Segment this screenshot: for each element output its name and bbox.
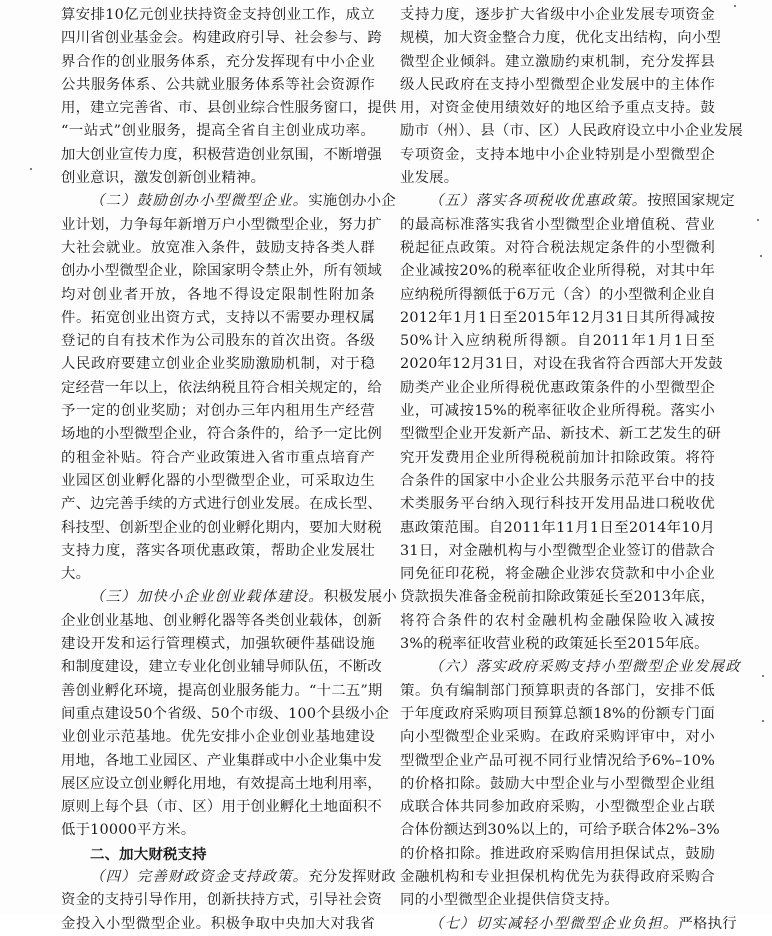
text-line: 合条件的国家中小企业公共服务示范平台中的技 [400,472,715,489]
subsection-title: （六）落实政府采购支持小型微型企业发展政 [429,659,741,676]
text-line: 件。拓宽创业出资方式，支持以不需要办理权属 [61,309,375,326]
text-line: 创业意识，激发创新创业精神。 [61,170,266,187]
left-text-column [61,4,397,936]
text-line: 间重点建设50个省级、50个市级、100个县级小企 [61,705,390,722]
subsection-line [61,866,396,889]
text-line: 原则上每个县（市、区）用于创业孵化土地面积不 [61,799,382,816]
text-line: 业，可减按15%的税率征收企业所得税。落实小 [400,403,715,420]
text-line: 向小型微型企业采购。在政府采购评审中，对小 [400,729,715,746]
text-line: 大。 [61,566,91,583]
subsection-line [61,586,397,609]
subsection-line [61,190,396,213]
subsection-title: （五）落实各项税收优惠政策。 [429,193,648,210]
scan-speck [757,219,759,221]
scan-speck [762,720,764,722]
scan-speck [30,168,32,170]
text-line: 究开发费用企业所得税税前加计扣除政策。将符 [400,449,715,466]
text-line: 业园区创业孵化器的小型微型企业，可采取边生 [61,472,375,489]
text-line: 支持力度，逐步扩大省级中小企业发展专项资金 [400,7,715,23]
text-line: 算安排10亿元创业扶持资金支持创业工作，成立 [61,7,375,23]
text-line: 企业创业基地、创业孵化器等各类创业载体，创新 [61,612,382,629]
text-line: 50%计入应纳税所得额。自2011年1月1日至 [400,333,715,350]
subsection-title: （七）切实减轻小型微型企业负担。 [429,915,679,932]
text-line: 用，建立完善省、市、县创业综合性服务窗口，提供 [61,100,397,117]
text-line: 登记的自有技术作为公司股东的首次出资。各级 [61,333,375,350]
text-line: 用地，各地工业园区、产业集群或中小企业集中发 [61,752,382,769]
subsection-text: 按照国家规定 [647,193,735,210]
text-line: 创办小型微型企业，除国家明令禁止外，所有领域 [61,263,382,280]
text-line: 用，对资金使用绩效好的地区给予重点支持。鼓 [400,100,715,117]
text-line: 产、边完善手续的方式进行创业发展。在成长型、 [61,496,382,513]
text-line: 公共服务体系、公共就业服务体系等社会资源作 [61,76,375,93]
text-line: 成联合体共同参加政府采购，小型微型企业占联 [400,799,715,816]
text-line: 加大创业宣传力度，积极营造创业氛围，不断增强 [61,146,382,163]
text-line: 场地的小型微型企业，符合条件的，给予一定比例 [61,426,382,443]
text-line: 惠政策范围。自2011年11月1日至2014年10月 [400,519,715,536]
text-line: 术类服务平台纳入现行科技开发用品进口税收优 [400,496,715,513]
subsection-line [400,913,737,936]
text-line: 于年度政府采购项目预算总额18%的份额专门面 [400,705,715,722]
text-line: 同的小型微型企业提供信贷支持。 [400,892,619,909]
scan-speck [760,255,762,257]
text-line: 均对创业者开放，各地不得设定限制性附加条 [61,286,375,303]
text-line: 业计划，力争每年新增万户小型微型企业，努力扩 [61,216,382,233]
text-line: 31日，对金融机构与小型微型企业签订的借款合 [400,542,715,559]
text-line: 四川省创业基金会。构建政府引导、社会参与、跨 [61,30,382,47]
text-line: “一站式”创业服务，提高全省自主创业成功率。 [61,123,375,140]
subsection-line [400,190,735,213]
subsection-text: 充分发挥财政 [308,868,396,885]
text-line: 型微型企业产品可视不同行业情况给予6%–10% [400,752,715,769]
text-line: 微型企业倾斜。建立激励约束机制，充分发挥县 [400,53,715,70]
subsection-text: 积极发展小 [323,589,397,606]
text-line: 贷款损失准备金税前扣除政策延长至2013年底， [400,589,715,606]
text-line: 合体份额达到30%以上的，可给予联合体2%–3% [400,822,720,839]
text-line: 税起征点政策。对符合税法规定条件的小型微利 [400,239,715,256]
text-line: 善创业孵化环境，提高创业服务能力。“十二五”期 [61,682,383,699]
text-line: 应纳税所得额低于6万元（含）的小型微利企业自 [400,286,716,303]
text-line: 级人民政府在支持小型微型企业发展中的主体作 [400,76,715,93]
subsection-title: （三）加快小企业创业载体建设。 [90,589,324,606]
text-line: 科技型、创新型企业的创业孵化期内，要加大财税 [61,519,382,536]
text-line: 和制度建设，建立专业化创业辅导师队伍，不断改 [61,659,382,676]
text-line: 予一定的创业奖励；对创办三年内租用生产经营 [61,403,375,420]
text-line: 定经营一年以上，依法纳税且符合相关规定的，给 [61,379,382,396]
scan-speck [734,5,736,7]
text-line: 专项资金，支持本地中小企业特别是小型微型企 [400,146,715,163]
text-line: 资金的支持引导作用，创新扶持方式，引导社会资 [61,892,382,909]
text-line: 大社会就业。放宽准入条件，鼓励支持各类人群 [61,239,375,256]
text-line: 型微型企业开发新产品、新技术、新工艺发生的研 [400,426,721,443]
text-line: 业创业示范基地。优先安排小企业创业基地建设 [61,729,375,746]
text-line: 金投入小型微型企业。积极争取中央加大对我省 [61,915,375,932]
text-line: 励类产业企业所得税优惠政策条件的小型微型企 [400,379,715,396]
text-line: 2012年1月1日至2015年12月31日其所得减按 [400,309,715,326]
subsection-text: 严格执行 [678,915,737,932]
text-line: 的价格扣除。推进政府采购信用担保试点，鼓励 [400,845,715,862]
text-line: 人民政府要建立创业企业奖励激励机制，对于稳 [61,356,375,373]
subsection-title: （四）完善财政资金支持政策。 [90,868,309,885]
text-line: 展区应设立创业孵化用地，有效提高土地利用率， [61,775,382,792]
text-line: 规模，加大资金整合力度，优化支出结构，向小型 [400,30,721,47]
subsection-line [400,656,741,679]
text-line: 2020年12月31日，对设在我省符合西部大开发鼓 [400,356,723,373]
text-line: 的租金补贴。符合产业政策进入省市重点培育产 [61,449,375,466]
text-line: 的最高标准落实我省小型微型企业增值税、营业 [400,216,715,233]
text-line: 支持力度，落实各项优惠政策，帮助企业发展壮 [61,542,375,559]
scan-speck [410,5,412,7]
scan-speck [762,675,764,677]
text-line: 3%的税率征收营业税的政策延长至2015年底。 [400,636,709,653]
text-line: 低于10000平方米。 [61,822,196,839]
subsection-text: 实施创办小企 [308,193,396,210]
text-line: 励市（州）、县（市、区）人民政府设立中小企业发展 [400,123,743,140]
section-heading: 二、加大财税支持 [90,845,207,863]
text-line: 建设开发和运行管理模式，加强软硬件基础设施 [61,636,375,653]
text-line: 同免征印花税，将金融企业涉农贷款和中小企业 [400,566,715,583]
text-line: 将符合条件的农村金融机构金融保险收入减按 [400,612,715,629]
text-line: 的价格扣除。鼓励大中型企业与小型微型企业组 [400,775,715,792]
right-text-column [400,4,743,936]
subsection-title: （二）鼓励创办小型微型企业。 [90,193,309,210]
text-line: 策。负有编制部门预算职责的各部门，安排不低 [400,682,715,699]
text-line: 金融机构和专业担保机构优先为获得政府采购合 [400,868,715,885]
text-line: 界合作的创业服务体系，充分发挥现有中小企业 [61,53,375,70]
text-line: 业发展。 [400,170,459,187]
text-line: 企业减按20%的税率征收企业所得税，对其中年 [400,263,715,280]
